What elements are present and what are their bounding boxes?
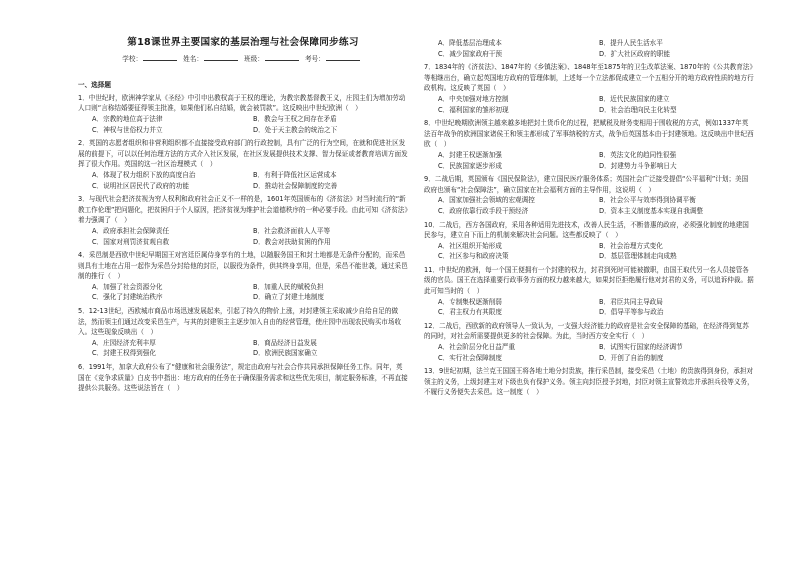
answer-option[interactable]: A．体现了权力组织下放的高度自治 xyxy=(92,170,196,179)
answer-option[interactable]: A．社区组织开始形成 xyxy=(438,241,502,250)
question-stem: 6．1991年，加拿大政府公布了“健康和社会服务法”，规定由政府与社会合作共同承担保障任务工作。同年，英国在《竞争求质量》白皮书中指出：地方政府的任务在于确保服务需求和这些优先项目，制定服务标准，不再直接提供公共服务。这些说法旨在（ ） xyxy=(78,363,408,393)
question-stem: 13．9世纪初期，法兰克王国国王将各地土地分封贵族，推行采邑制，接受采邑（土地）的贵族得到身份，承担对领主的义务，上级封建主对下级也负有保护义务。领主向封臣授予封地，封臣对领主宣誓效忠并承担兵役等义务，不履行义务便失去采邑。这一制度（ ） xyxy=(424,367,754,397)
left-column xyxy=(78,38,408,397)
question-stem: 8．中世纪晚期欧洲领主越来越多地把封土货币化的过程，把赋税及财务变相用于围收税的方式，例如1337年英法百年战争的欧洲国家诸侯王和领主都形成了军事纳税的方式，战争后英国基本由于封建领地。这反映出中世纪西欧（ ） xyxy=(424,119,754,149)
question-stem: 2．英国的志愿者组织和非营利组织都不直接接受政府部门的行政控制，具有广泛的行为空间，在就和促进社区发展的前提下，可以以任何治理方法的方式介入社区发展，在社区发展提供技术支撑、智力保证或者教育培训方面发挥了很大作用。英国的这一社区治理模式（ ） xyxy=(78,139,408,169)
right-column xyxy=(424,38,754,401)
question-item xyxy=(424,118,754,174)
answer-option[interactable]: A．政府承担社会保障责任 xyxy=(92,226,170,235)
student-info-line xyxy=(78,53,408,65)
answer-option[interactable]: A．庄园经济充利丰厚 xyxy=(92,338,156,347)
question-stem: 4．采邑制是西欧中世纪早期国王对宫廷臣属侍身享有的土地，以随服务国王和封土地都是无条件分配的，而采邑则具有土地在占用一起作为采邑分封给他的封臣，以服役为条件，供其终身享用，但是，采邑不能世袭，通过采邑制的推行（ ） xyxy=(78,251,408,281)
answer-option[interactable]: A．宗教的地位高于法律 xyxy=(92,114,163,123)
answer-option[interactable]: B．商品经济日益发展 xyxy=(253,338,317,347)
question-stem: 5．12-13世纪，西欧城市商品市场迅速发展起来，引起了持久的物价上涨，对封建领主采取减少自给自足的做法，然而领主们通过改变采邑生产，与其的封建领主主逐步加入自由的经营管理，使庄园中出现农民购买市场收入。这些现象反映出（ ） xyxy=(78,307,402,337)
answer-option[interactable]: C．君主权力有其限度 xyxy=(438,308,502,317)
question-item xyxy=(424,321,754,366)
option-grid xyxy=(92,282,408,303)
option-grid xyxy=(438,94,754,115)
question-item xyxy=(424,38,754,62)
question-stem: 1．中世纪时，欧洲神学家从《圣经》中引申出教权高于王权的理论，为教宗教基督教王义，庄园主们为增加劳动人口则“言称结婚要征得领主批准，如果他们私自结婚，就会被罚款”。这反映出中世纪欧洲（ ） xyxy=(78,93,406,113)
class-label: 班级： xyxy=(244,54,264,63)
answer-option[interactable]: C．神权与世俗权力并立 xyxy=(92,125,163,134)
question-stem: 7．1834年的《济贫法》、1847年的《乡镇法案》、1848年至1875年的卫生改革法案、1870年的《公共教育法》等相继出台，确立起英国地方政府的管理体制，上述每一个立法都促成建立一个五相分开的地方政府性质的地方行政机构。这反映了英国（ ） xyxy=(424,63,754,93)
name-blank[interactable] xyxy=(204,53,238,61)
option-grid xyxy=(92,170,408,191)
answer-option[interactable]: C．封建王权得到强化 xyxy=(92,349,156,358)
answer-option[interactable]: D．开创了自治的制度 xyxy=(599,353,664,362)
question-stem: 12．二战后，西欧新的政府领导人一致认为，一支强大经济能力的政府是社会安全保障的基础，在经济得到复苏的同时，对社会所需要提供更多的社会保障。为此，当时西方安全实行（ ） xyxy=(424,321,749,341)
question-item xyxy=(78,306,408,362)
page-title: 第18课世界主要国家的基层治理与社会保障同步练习 xyxy=(127,37,359,48)
answer-option[interactable]: D．确立了封建土地制度 xyxy=(253,293,325,302)
answer-option[interactable]: D．教会对扶助贫困的作用 xyxy=(253,237,331,246)
answer-option[interactable]: D．扩大社区政府的职能 xyxy=(599,49,671,58)
option-grid xyxy=(92,338,408,359)
question-item xyxy=(78,93,408,138)
answer-option[interactable]: B．英法文化的趋同性很强 xyxy=(599,150,677,159)
number-label: 考号： xyxy=(304,54,325,63)
option-grid xyxy=(438,342,754,363)
question-item xyxy=(78,362,408,397)
answer-option[interactable]: D．基层管理体制走向成熟 xyxy=(599,252,677,261)
question-stem: 9．二战后期，英国颁布《国民保险法》，建立国民医疗服务体系；英国社会广泛接受提倡“公平福利”计划；美国政府也颁布“社会保障法”，确立国家在社会福利方面的主导作用，这说明（ ） xyxy=(424,175,749,194)
answer-option[interactable]: C．减少国家政府干预 xyxy=(438,49,502,58)
answer-option[interactable]: C．福利国家的雏形初现 xyxy=(438,105,509,114)
answer-option[interactable]: A．社会阶层分化日益严重 xyxy=(438,343,516,352)
question-item xyxy=(424,220,754,265)
answer-option[interactable]: A．封建王权逐渐加强 xyxy=(438,150,502,159)
section-heading: 一、选择题 xyxy=(78,81,111,90)
answer-option[interactable]: B．加重人民的赋税负担 xyxy=(253,282,324,291)
answer-option[interactable]: C．强化了封建统治秩序 xyxy=(92,293,163,302)
answer-option[interactable]: C．国家对刑罚济贫观自救 xyxy=(92,237,170,246)
question-stem: 11．中世纪的欧洲，每一个国王便拥有一个封建的权力，封君到死时可能被撤职，由国王取代另一名人员接管各级的官员。国王在选择重要行政事务方面的权力越来越大，如果封臣拒绝履行他对封君的义务，可以追诉仲裁。据此可知当时的（ ） xyxy=(424,265,754,296)
answer-option[interactable]: D．倡导平等参与政治 xyxy=(599,308,664,317)
option-grid xyxy=(438,241,754,262)
question-item xyxy=(78,194,408,250)
answer-option[interactable]: D．处于天主教会的统治之下 xyxy=(253,125,338,134)
class-blank[interactable] xyxy=(265,53,299,61)
question-item xyxy=(78,250,408,306)
answer-option[interactable]: C．说明社区居民代了政府的功能 xyxy=(92,181,189,190)
answer-option[interactable]: C．实行社会保障制度 xyxy=(438,353,502,362)
option-grid xyxy=(438,195,754,216)
answer-option[interactable]: B．社会公平与效率得到协调平衡 xyxy=(599,196,696,205)
name-label: 姓名： xyxy=(183,54,203,63)
answer-option[interactable]: B．提升人民生活水平 xyxy=(599,39,663,47)
answer-option[interactable]: D．社会治理向民主化转型 xyxy=(599,105,677,114)
answer-option[interactable]: B．试图实行国家的经济调节 xyxy=(599,343,683,352)
question-stem: 3．与现代社会把济贫视为穷人权利和政府社会正义不一样的是，1601年英国颁布的《济贫法》对当时流行的“新教工作伦理”把问题化，把贫困归于个人原因，把济贫视为维护社会道德秩序的一种必要手段。由此可知《济贫法》着力强调了（ ） xyxy=(78,195,408,225)
answer-option[interactable]: B．社会治理方式变化 xyxy=(599,241,663,250)
answer-option[interactable]: B．有利于降低社区运营成本 xyxy=(253,170,337,179)
answer-option[interactable]: D．封建势力斗争影响日大 xyxy=(599,161,677,170)
answer-option[interactable]: A．降低基层治理成本 xyxy=(438,39,502,47)
answer-option[interactable]: C．民族国家逐步形成 xyxy=(438,161,502,170)
question-item xyxy=(424,265,754,321)
question-item xyxy=(424,62,754,118)
right-question-list xyxy=(424,38,754,401)
option-grid xyxy=(438,150,754,171)
question-item xyxy=(424,366,754,401)
answer-option[interactable]: B．近代民族国家的建立 xyxy=(599,94,670,103)
answer-option[interactable]: C．政府依靠行政手段干预经济 xyxy=(438,206,529,215)
answer-option[interactable]: A．加强了社会资源分化 xyxy=(92,282,163,291)
answer-option[interactable]: D．资本主义制度基本实现自我调整 xyxy=(599,206,703,215)
option-grid xyxy=(438,297,754,318)
question-item xyxy=(424,174,754,219)
question-stem: 10．二战后，西方各国政府，采用各种适用先进技术，改善人民生活，不断普惠的政府，必须强化制度的地建国民参与，建立自下而上的机制来解决社会问题。这些都反映了（ ） xyxy=(424,220,749,240)
answer-option[interactable]: D．推动社会保障制度的完善 xyxy=(253,181,338,190)
answer-option[interactable]: C．社区参与和政府决策 xyxy=(438,252,509,261)
answer-option[interactable]: B．教会与王权之间存在矛盾 xyxy=(253,114,337,123)
answer-option[interactable]: B．君臣共同主导政局 xyxy=(599,297,663,306)
answer-option[interactable]: A．国家加强社会领域的宏观调控 xyxy=(438,196,535,205)
answer-option[interactable]: B．社会救济面前人人平等 xyxy=(253,226,331,235)
option-grid xyxy=(438,38,754,59)
left-question-list xyxy=(78,93,408,397)
question-item xyxy=(78,138,408,194)
option-grid xyxy=(92,114,408,135)
school-blank[interactable] xyxy=(143,53,177,61)
answer-option[interactable]: D．欧洲民族国家确立 xyxy=(253,349,318,358)
number-blank[interactable] xyxy=(326,53,360,61)
answer-option[interactable]: A．专制集权逐渐削弱 xyxy=(438,297,502,306)
answer-option[interactable]: A．中央加强对地方控制 xyxy=(438,94,509,103)
school-label: 学校： xyxy=(122,54,143,63)
option-grid xyxy=(92,226,408,247)
